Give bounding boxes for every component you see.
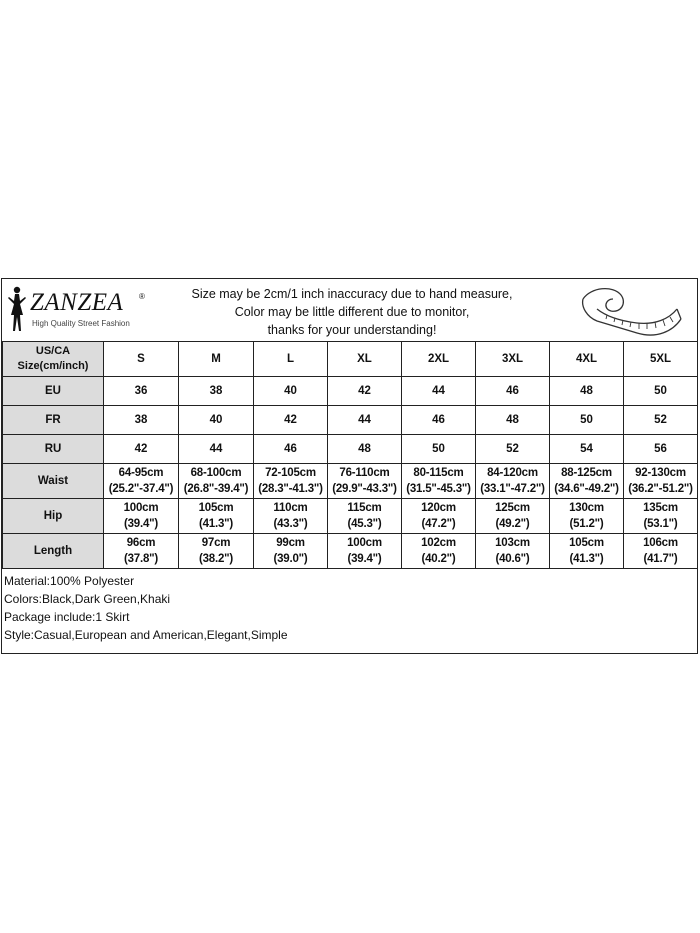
size-header-cell: XL (328, 342, 402, 377)
cm-value: 100cm (347, 537, 382, 549)
inch-value: (41.3") (569, 553, 604, 565)
table-cell: 42 (254, 406, 328, 435)
table-cell: 44 (402, 377, 476, 406)
notice-line: Size may be 2cm/1 inch inaccuracy due to hand measure, (191, 287, 513, 301)
cm-value: 125cm (495, 502, 530, 514)
table-cell: 48 (550, 377, 624, 406)
cm-value: 88-125cm (561, 467, 612, 479)
cm-value: 76-110cm (339, 467, 390, 479)
size-header-cell: S (104, 342, 179, 377)
table-cell: 42 (104, 435, 179, 464)
size-chart-header (2, 279, 697, 340)
table-cell (476, 464, 550, 499)
inch-value: (43.3") (273, 518, 308, 530)
inch-value: (47.2") (421, 518, 456, 530)
size-header-cell: 3XL (476, 342, 550, 377)
cm-value: 102cm (421, 537, 456, 549)
fashion-figure-icon (6, 285, 28, 333)
inch-value: (38.2") (198, 553, 234, 565)
table-cell (104, 534, 179, 569)
table-cell: 50 (624, 377, 698, 406)
table-cell: 52 (476, 435, 550, 464)
brand-name: ZANZEA (30, 289, 124, 316)
table-row (3, 435, 698, 464)
inch-value: (39.4") (123, 518, 159, 530)
size-unit-label: Size(cm/inch) (17, 360, 89, 372)
table-cell (254, 499, 328, 534)
table-cell (402, 499, 476, 534)
cm-value: 92-130cm (635, 467, 686, 479)
table-cell (254, 534, 328, 569)
inch-value: (41.7") (643, 553, 678, 565)
table-cell (254, 464, 328, 499)
size-header-cell: L (254, 342, 328, 377)
cm-value: 99cm (276, 537, 305, 549)
table-cell: 46 (402, 406, 476, 435)
table-cell: 50 (402, 435, 476, 464)
table-cell (179, 499, 254, 534)
cm-value: 100cm (123, 502, 159, 514)
table-cell: 40 (254, 377, 328, 406)
table-cell: 46 (254, 435, 328, 464)
colors-text: Colors:Black,Dark Green,Khaki (4, 592, 171, 606)
cm-value: 68-100cm (190, 467, 242, 479)
table-cell: 36 (104, 377, 179, 406)
cm-value: 105cm (198, 502, 234, 514)
inch-value: (25.2"-37.4") (108, 483, 174, 495)
inch-value: (37.8") (123, 553, 159, 565)
table-cell: 44 (179, 435, 254, 464)
measuring-tape-icon (577, 281, 687, 339)
cm-value: 64-95cm (118, 467, 164, 479)
brand-tagline: High Quality Street Fashion (32, 319, 130, 328)
row-label: Length (3, 534, 104, 569)
cm-value: 80-115cm (413, 467, 464, 479)
row-label: FR (3, 406, 104, 435)
inch-value: (36.2"-51.2") (628, 483, 693, 495)
size-chart-card (1, 278, 698, 654)
registered-mark: ® (139, 292, 145, 301)
size-corner-cell (3, 342, 104, 377)
measurement-notice (182, 285, 522, 339)
table-cell (476, 499, 550, 534)
table-cell (624, 534, 698, 569)
table-cell (402, 534, 476, 569)
table-cell: 46 (476, 377, 550, 406)
table-cell: 48 (328, 435, 402, 464)
notice-line: Color may be little different due to monitor, (234, 305, 470, 319)
table-cell (624, 499, 698, 534)
table-cell (179, 464, 254, 499)
table-cell: 38 (104, 406, 179, 435)
table-cell: 44 (328, 406, 402, 435)
inch-value: (28.3"-41.3") (258, 483, 323, 495)
inch-value: (53.1") (643, 518, 678, 530)
row-label: Hip (3, 499, 104, 534)
inch-value: (41.3") (198, 518, 234, 530)
package-text: Package include:1 Skirt (4, 610, 130, 624)
us-ca-label: US/CA (35, 345, 71, 357)
inch-value: (26.8"-39.4") (183, 483, 249, 495)
cm-value: 120cm (421, 502, 456, 514)
inch-value: (33.1"-47.2") (480, 483, 545, 495)
table-row (3, 499, 698, 534)
cm-value: 103cm (495, 537, 530, 549)
inch-value: (51.2") (569, 518, 604, 530)
inch-value: (49.2") (495, 518, 530, 530)
table-cell: 38 (179, 377, 254, 406)
inch-value: (34.6"-49.2") (554, 483, 619, 495)
table-row (3, 406, 698, 435)
table-cell (402, 464, 476, 499)
table-cell: 42 (328, 377, 402, 406)
inch-value: (40.2") (421, 553, 456, 565)
inch-value: (39.4") (347, 553, 382, 565)
notice-line: thanks for your understanding! (267, 323, 437, 337)
cm-value: 115cm (347, 502, 382, 514)
table-cell: 40 (179, 406, 254, 435)
table-cell (550, 464, 624, 499)
size-header-row (3, 342, 698, 377)
cm-value: 96cm (126, 537, 156, 549)
table-cell (476, 534, 550, 569)
inch-value: (29.9"-43.3") (332, 483, 397, 495)
cm-value: 84-120cm (487, 467, 538, 479)
cm-value: 106cm (643, 537, 678, 549)
inch-value: (39.0") (273, 553, 308, 565)
cm-value: 130cm (569, 502, 604, 514)
table-cell: 52 (624, 406, 698, 435)
table-cell (328, 534, 402, 569)
style-text: Style:Casual,European and American,Elegant,Simple (4, 628, 288, 642)
cm-value: 135cm (643, 502, 678, 514)
inch-value: (45.3") (347, 518, 382, 530)
table-cell (328, 499, 402, 534)
table-cell: 50 (550, 406, 624, 435)
material-text: Material:100% Polyester (4, 574, 135, 588)
cm-value: 97cm (201, 537, 231, 549)
size-header-cell: M (179, 342, 254, 377)
table-row (3, 464, 698, 499)
size-table (2, 341, 698, 569)
table-cell (550, 499, 624, 534)
table-cell (624, 464, 698, 499)
row-label: EU (3, 377, 104, 406)
table-row (3, 377, 698, 406)
cm-value: 105cm (569, 537, 604, 549)
row-label: Waist (3, 464, 104, 499)
table-cell: 48 (476, 406, 550, 435)
table-cell (328, 464, 402, 499)
size-header-cell: 5XL (624, 342, 698, 377)
table-cell: 56 (624, 435, 698, 464)
product-details (4, 572, 288, 644)
table-cell (550, 534, 624, 569)
table-cell: 54 (550, 435, 624, 464)
inch-value: (31.5"-45.3") (406, 483, 471, 495)
cm-value: 72-105cm (265, 467, 316, 479)
size-header-cell: 4XL (550, 342, 624, 377)
table-cell (104, 499, 179, 534)
table-cell (104, 464, 179, 499)
brand-logo (6, 285, 156, 335)
cm-value: 110cm (273, 502, 308, 514)
row-label: RU (3, 435, 104, 464)
table-row (3, 534, 698, 569)
table-cell (179, 534, 254, 569)
size-header-cell: 2XL (402, 342, 476, 377)
inch-value: (40.6") (495, 553, 530, 565)
